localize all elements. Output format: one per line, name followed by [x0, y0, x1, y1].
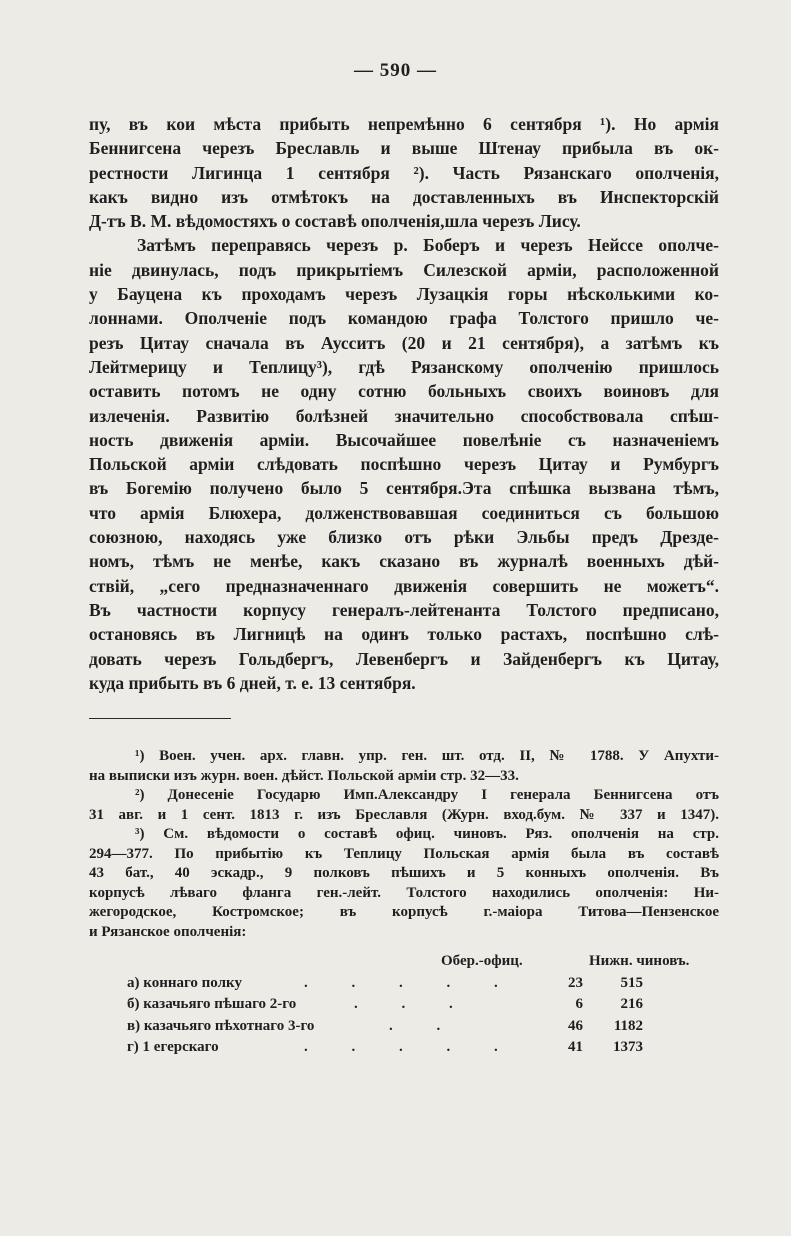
row-dots: . . . . . — [304, 974, 518, 991]
main-text — [89, 112, 719, 695]
row-lower-ranks: 1373 — [613, 1039, 643, 1055]
row-label: а) коннаго полку — [127, 974, 242, 991]
footnote-line: 294—377. По прибытію къ Теплицу Польская армія была въ составѣ — [89, 845, 719, 862]
header-lower-ranks: Нижн. чиновъ. — [589, 953, 690, 969]
table-row — [89, 994, 719, 1016]
footnote-line: 43 бат., 40 эскадр., 9 полковъ пѣшихъ и 5 конныхъ ополченія. Въ — [89, 865, 719, 881]
text-line: остановясь въ Лигницѣ на одинъ только растахъ, поспѣшно слѣ- — [89, 624, 719, 645]
text-line: у Бауцена къ проходамъ черезъ Лузацкія горы нѣсколькими ко- — [89, 284, 719, 305]
header-officers: Обер.-офиц. — [441, 953, 523, 969]
table-header — [89, 951, 719, 973]
text-line: союзною, находясь уже близко отъ рѣки Эльбы предъ Дрезде- — [89, 527, 719, 548]
text-line: Затѣмъ переправясь черезъ р. Боберъ и черезъ Нейссе ополче- — [137, 235, 719, 256]
row-label: в) казачьяго пѣхотнаго 3-го — [127, 1017, 315, 1034]
footnote-line: и Рязанское ополченія: — [89, 923, 247, 940]
footnote-line: ³) См. вѣдомости о составѣ офиц. чиновъ. Ряз. ополченія на стр. — [135, 826, 719, 842]
text-line: излеченія. Развитію болѣзней значительно способствовала спѣш- — [89, 405, 719, 426]
text-line: рестности Лигинца 1 сентября ²). Часть Рязанскаго ополченія, — [89, 162, 719, 183]
page-number: — 590 — — [354, 60, 437, 81]
row-dots: . . — [389, 1017, 461, 1034]
text-line: резъ Цитау сначала въ Аусситъ (20 и 21 сентября), а затѣмъ къ — [89, 332, 719, 353]
text-line: ствій, „сего предназначеннаго движенія совершить не можетъ“. — [89, 575, 719, 596]
table-row — [89, 1016, 719, 1038]
text-line: Въ частности корпусу генералъ-лейтенанта Толстого предписано, — [89, 599, 719, 620]
table-row — [89, 1037, 719, 1059]
footnote-line: жегородское, Костромское; въ корпусѣ г.-маіора Титова—Пензенское — [89, 904, 719, 920]
text-line: номъ, тѣмъ не менѣе, какъ сказано въ журналѣ военныхъ дѣй- — [89, 551, 719, 572]
text-line: ность движенія арміи. Высочайшее повелѣніе съ назначеніемъ — [89, 429, 719, 450]
text-line: Польской арміи слѣдовать поспѣшно черезъ Цитау и Румбургъ — [89, 454, 719, 475]
footnote-line: ²) Донесеніе Государю Имп.Александру I генерала Беннигсена отъ — [135, 787, 719, 803]
table-row — [89, 973, 719, 995]
row-officers: 46 — [568, 1017, 583, 1034]
row-dots: . . . — [354, 996, 473, 1012]
text-line: ніе двинулась, подъ прикрытіемъ Силезской арміи, расположенной — [89, 259, 719, 280]
footnote-line: корпусѣ лѣваго фланга ген.-лейт. Толстого находились ополченія: Ни- — [89, 884, 719, 901]
row-label: б) казачьяго пѣшаго 2-го — [127, 996, 297, 1012]
text-line: въ Богемію получено было 5 сентября.Эта спѣшка вызвана тѣмъ, — [89, 478, 719, 499]
footnote-line: 31 авг. и 1 сент. 1813 г. изъ Бреславля (Журн. вход.бум. № 337 и 1347). — [89, 806, 719, 823]
militia-table — [89, 951, 719, 1059]
text-line: куда прибыть въ 6 дней, т. е. 13 сентября. — [89, 672, 416, 693]
text-line: Лейтмерицу и Теплицу³), гдѣ Рязанскому ополченію пришлось — [89, 356, 719, 377]
row-officers: 41 — [568, 1039, 583, 1055]
row-label: г) 1 егерскаго — [127, 1039, 219, 1055]
row-officers: 23 — [568, 974, 583, 991]
row-lower-ranks: 515 — [620, 974, 643, 991]
row-lower-ranks: 216 — [620, 996, 643, 1012]
row-lower-ranks: 1182 — [613, 1017, 643, 1034]
footnotes — [89, 747, 719, 942]
text-line: какъ видно изъ отмѣтокъ на доставленныхъ въ Инспекторскій — [89, 186, 719, 207]
text-line: что армія Блюхера, долженствовавшая соединиться съ большою — [89, 502, 719, 523]
footnote-line: на выписки изъ журн. воен. дѣйст. Польской арміи стр. 32—33. — [89, 767, 519, 784]
row-officers: 6 — [575, 996, 583, 1012]
text-line: оставить потомъ не одну сотню больныхъ своихъ воиновъ для — [89, 381, 719, 402]
text-line: довать черезъ Гольдбергъ, Левенбергъ и Зайденбергъ къ Цитау, — [89, 648, 719, 669]
text-line: лоннами. Ополченіе подъ командою графа Толстого пришло че- — [89, 308, 719, 329]
footnote-separator — [89, 718, 231, 719]
text-line: Д-тъ В. М. вѣдомостяхъ о составѣ ополченія,шла черезъ Лису. — [89, 211, 581, 232]
text-line: Беннигсена черезъ Бреславль и выше Штенау прибыла въ ок- — [89, 138, 719, 159]
footnote-line: ¹) Воен. учен. арх. главн. упр. ген. шт. отд. II, № 1788. У Апухти- — [135, 748, 719, 764]
row-dots: . . . . . — [304, 1039, 518, 1055]
text-line: пу, въ кои мѣста прибыть непремѣнно 6 сентября ¹). Но армія — [89, 114, 719, 134]
